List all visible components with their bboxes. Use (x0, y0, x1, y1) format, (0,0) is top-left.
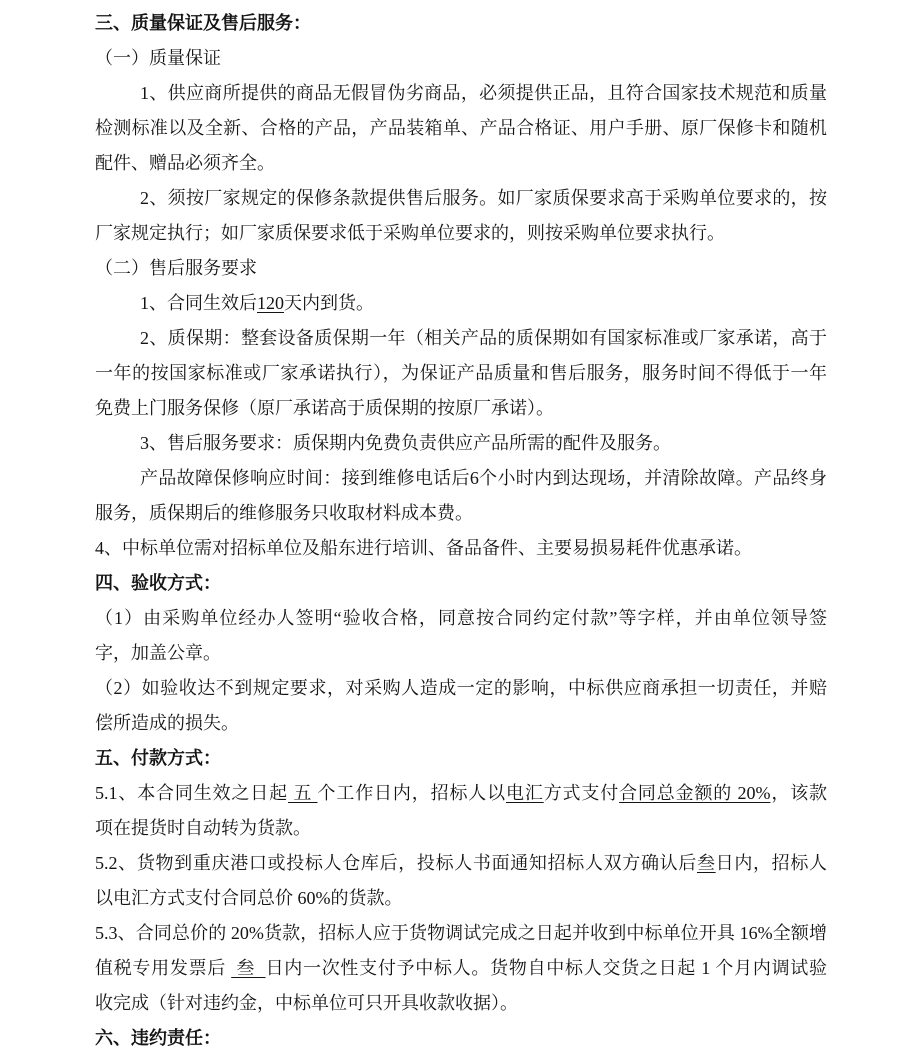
clause-3-part1-item1-line-2 (95, 111, 827, 146)
text-segment: 检测标准以及全新、合格的产品，产品装箱单、产品合格证、用户手册、原厂保修卡和随机 (95, 118, 827, 138)
text-segment: （1）由采购单位经办人签明“验收合格，同意按合同约定付款”等字样，并由单位领导签 (95, 608, 827, 628)
text-segment: 方式支付 (543, 783, 620, 803)
text-segment: （二）售后服务要求 (95, 258, 257, 278)
text-segment: 1、供应商所提供的商品无假冒伪劣商品，必须提供正品，且符合国家技术规范和质量 (140, 83, 827, 103)
clause-5-2-line-2 (95, 881, 827, 916)
clause-3-part2-item2-line-3 (95, 391, 827, 426)
text-segment: 1、合同生效后 (140, 293, 257, 313)
clause-4-item2-line-1 (95, 671, 827, 706)
text-segment: 六、违约责任： (95, 1028, 221, 1048)
text-segment: 收完成（针对违约金，中标单位可只开具收款收据）。 (95, 993, 518, 1013)
text-segment: 天内到货。 (284, 293, 374, 313)
underlined-text: 叁 (231, 958, 266, 978)
clause-5-1-line-2 (95, 811, 827, 846)
clause-5-3-line-2 (95, 951, 827, 986)
text-segment: 4、中标单位需对招标单位及船东进行培训、备品备件、主要易损易耗件优惠承诺。 (95, 538, 752, 558)
clause-5-2-line-1 (95, 846, 827, 881)
text-segment: （2）如验收达不到规定要求，对采购人造成一定的影响，中标供应商承担一切责任，并赔 (95, 678, 827, 698)
text-segment: 免费上门服务保修（原厂承诺高于质保期的按原厂承诺）。 (95, 398, 554, 418)
text-segment: （一）质量保证 (95, 48, 221, 68)
underlined-text: 叁 (696, 853, 716, 873)
text-segment: 一年的按国家标准或厂家承诺执行），为保证产品质量和售后服务，服务时间不得低于一年 (95, 363, 827, 383)
clause-3-part1-item2-line-1 (95, 181, 827, 216)
text-segment: 日内一次性支付予中标人。货物自中标人交货之日起 1 个月内调试验 (265, 958, 828, 978)
underlined-text: 合同总金额的 20% (619, 783, 771, 803)
text-segment: ，该款 (770, 783, 828, 803)
clause-3-part2-title-line-1 (95, 251, 827, 286)
underlined-text: 电汇 (505, 783, 544, 803)
clause-5-3-line-3 (95, 986, 827, 1021)
clause-3-item4-line-1 (95, 531, 827, 566)
text-segment: 服务，质保期后的维修服务只收取材料成本费。 (95, 503, 473, 523)
clause-3-part2-item3-response-line-2 (95, 496, 827, 531)
text-segment: 2、须按厂家规定的保修条款提供售后服务。如厂家质保要求高于采购单位要求的，按 (140, 188, 827, 208)
text-segment: 3、售后服务要求：质保期内免费负责供应产品所需的配件及服务。 (140, 433, 671, 453)
text-segment: 四、验收方式： (95, 573, 221, 593)
clause-3-part1-item2-line-2 (95, 216, 827, 251)
text-segment: 5.1、本合同生效之日起 (95, 783, 288, 803)
clause-3-part2-item2-line-1 (95, 321, 827, 356)
clause-4-item1-line-2 (95, 636, 827, 671)
text-segment: 字，加盖公章。 (95, 643, 221, 663)
text-segment: 5.2、货物到重庆港口或投标人仓库后，投标人书面通知招标人双方确认后 (95, 853, 697, 873)
text-segment: 产品故障保修响应时间：接到维修电话后6个小时内到达现场，并清除故障。产品终身 (140, 468, 827, 488)
section-5-heading-line-1 (95, 741, 827, 776)
clause-5-1-line-1 (95, 776, 827, 811)
text-segment: 日内，招标人 (715, 853, 828, 873)
clause-4-item2-line-2 (95, 706, 827, 741)
clause-5-3-line-1 (95, 916, 827, 951)
underlined-text: 120 (257, 293, 284, 313)
text-segment: 值税专用发票后 (95, 958, 232, 978)
text-segment: 配件、赠品必须齐全。 (95, 153, 275, 173)
text-segment: 项在提货时自动转为货款。 (95, 818, 311, 838)
clause-4-item1-line-1 (95, 601, 827, 636)
clause-3-part1-title-line-1 (95, 41, 827, 76)
section-4-heading-line-1 (95, 566, 827, 601)
clause-3-part1-item1-line-1 (95, 76, 827, 111)
text-segment: 个工作日内，招标人以 (317, 783, 506, 803)
text-segment: 三、质量保证及售后服务： (95, 13, 311, 33)
underlined-text: 五 (287, 783, 318, 803)
text-segment: 以电汇方式支付合同总价 60%的货款。 (95, 888, 403, 908)
text-segment: 2、质保期：整套设备质保期一年（相关产品的质保期如有国家标准或厂家承诺，高于 (140, 328, 827, 348)
text-segment: 5.3、合同总价的 20%货款，招标人应于货物调试完成之日起并收到中标单位开具 16%全额增 (95, 923, 827, 943)
section-3-heading-line-1 (95, 6, 827, 41)
clause-3-part2-item2-line-2 (95, 356, 827, 391)
section-6-heading-line-1 (95, 1021, 827, 1055)
clause-3-part1-item1-line-3 (95, 146, 827, 181)
text-segment: 厂家规定执行；如厂家质保要求低于采购单位要求的，则按采购单位要求执行。 (95, 223, 725, 243)
clause-3-part2-item3-response-line-1 (95, 461, 827, 496)
clause-3-part2-item1-line-1 (95, 286, 827, 321)
clause-3-part2-item3-line-1 (95, 426, 827, 461)
text-segment: 偿所造成的损失。 (95, 713, 239, 733)
text-segment: 五、付款方式： (95, 748, 221, 768)
